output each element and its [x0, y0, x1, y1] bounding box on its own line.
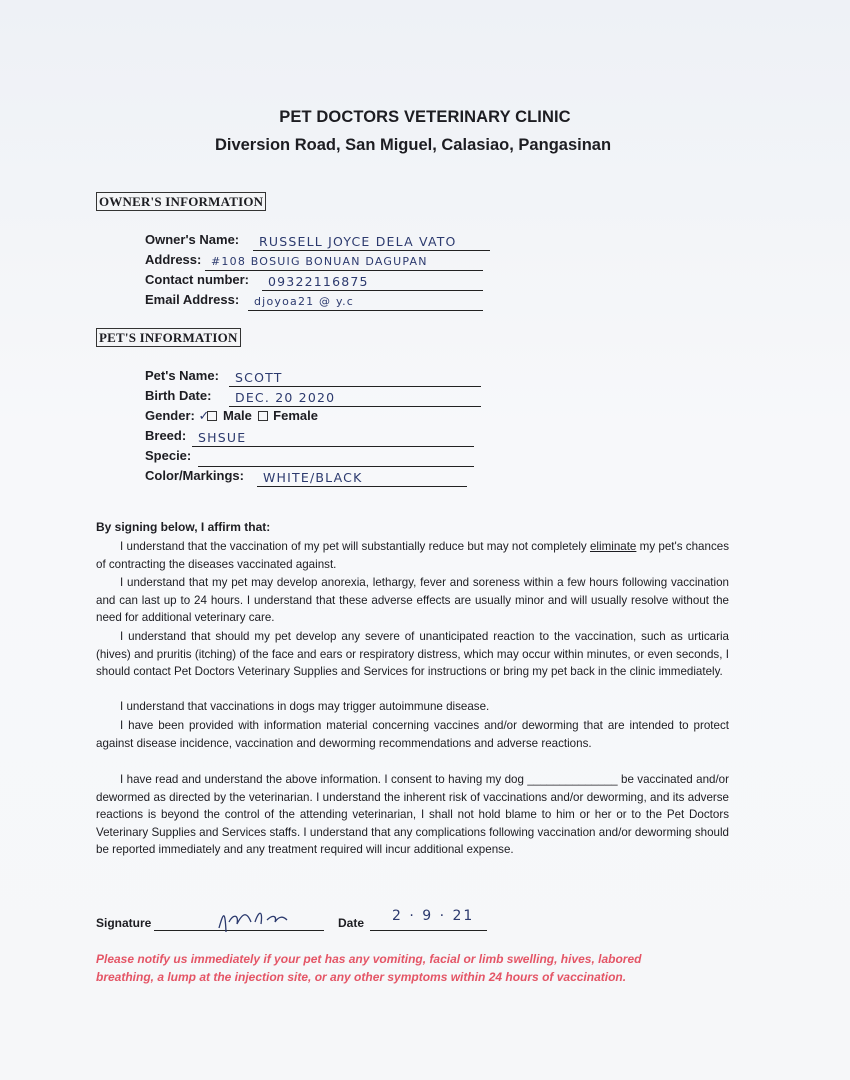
affirmation-paragraph-6: I have read and understand the above information. I consent to having my dog ______________ be vaccinated and/or dewormed as directed by the veterinarian. I understand the inherent risk of vaccinations and/or deworming, and its adverse reactions is beyond the control of the attending veterinarian, I shall not hold blame to him or her or to the Pet Doctors Veterinary Supplies and Services staffs. I understand that any complications following vaccination and/or deworming should be reported immediately and any treatment required will incur additional expense.: [96, 773, 729, 857]
gender-female-label: Female: [273, 408, 318, 423]
p1-text-b: my pet's chances of contracting the diseases vaccinated against.: [96, 540, 729, 571]
pet-birthdate-field[interactable]: [145, 388, 485, 408]
pet-name-label: Pet's Name:: [145, 368, 219, 383]
owner-email-value[interactable]: djoyoa21 @ y.c: [248, 293, 483, 311]
pet-color-label: Color/Markings:: [145, 468, 244, 483]
pet-name-value[interactable]: SCOTT: [229, 369, 481, 387]
pet-breed-value[interactable]: SHSUE: [192, 429, 474, 447]
owner-contact-label: Contact number:: [145, 272, 249, 287]
pet-color-value[interactable]: WHITE/BLACK: [257, 469, 467, 487]
p1-text-a: I understand that the vaccination of my pet will substantially reduce but may not completely: [120, 540, 590, 553]
owner-email-field[interactable]: [145, 292, 490, 312]
signature-label: Signature: [96, 916, 152, 930]
pet-gender-label: Gender:: [145, 408, 195, 423]
pet-color-field[interactable]: [145, 468, 485, 488]
p1-underlined-word: eliminate: [589, 540, 637, 553]
signature-field[interactable]: [154, 910, 324, 931]
affirmation-paragraph-1: [96, 538, 729, 573]
owner-contact-value[interactable]: 09322116875: [262, 273, 483, 291]
gender-female-checkbox[interactable]: [258, 411, 268, 421]
owner-name-value[interactable]: RUSSELL JOYCE DELA VATO: [253, 233, 490, 251]
date-value: 2 · 9 · 21: [392, 908, 475, 924]
pet-specie-field[interactable]: [145, 448, 485, 468]
date-field[interactable]: [370, 910, 487, 931]
date-label: Date: [338, 916, 365, 930]
owner-address-label: Address:: [145, 252, 202, 267]
owner-address-value[interactable]: #108 BOSUIG BONUAN DAGUPAN: [205, 253, 483, 271]
pet-section-title: PET'S INFORMATION: [96, 328, 241, 347]
pet-name-field[interactable]: [145, 368, 485, 388]
checkmark-icon: ✓: [198, 409, 210, 424]
affirmation-paragraph-3: I understand that should my pet develop any severe of unanticipated reaction to the vaccination, such as urticaria (hives) and pruritis (itching) of the face and ears or respiratory distress, which may occur within minutes, or even seconds, I should contact Pet Doctors Veterinary Supplies and Services for instructions or bring my pet back in the clinic immediately.: [96, 630, 729, 679]
pet-breed-field[interactable]: [145, 428, 485, 448]
vaccination-notice: Please notify us immediately if your pet has any vomiting, facial or limb swelling, hives, labored breathing, a lump at the injection site, or any other symptoms within 24 hours of vaccination.: [96, 952, 642, 984]
owner-name-field[interactable]: [145, 232, 490, 252]
checkbox-icon: [207, 411, 217, 421]
gender-male-label: Male: [223, 408, 252, 423]
signature-scribble-icon: [209, 904, 329, 934]
clinic-name: PET DOCTORS VETERINARY CLINIC: [279, 108, 571, 126]
pet-birthdate-label: Birth Date:: [145, 388, 212, 403]
owner-name-label: Owner's Name:: [145, 232, 240, 247]
affirmation-paragraph-2: I understand that my pet may develop anorexia, lethargy, fever and soreness within a few hours following vaccination and can last up to 24 hours. I understand that these adverse effects are usually minor and will usually resolve without the need for additional veterinary care.: [96, 576, 729, 625]
owner-contact-field[interactable]: [145, 272, 490, 292]
owner-address-field[interactable]: [145, 252, 490, 272]
signature-row: [96, 908, 696, 934]
pet-breed-label: Breed:: [145, 428, 187, 443]
affirmation-heading: By signing below, I affirm that:: [96, 520, 271, 534]
affirmation-paragraph-4: I understand that vaccinations in dogs may trigger autoimmune disease.: [120, 700, 490, 713]
pet-gender-field[interactable]: [145, 408, 485, 428]
owner-email-label: Email Address:: [145, 292, 240, 307]
gender-male-checkbox[interactable]: [198, 408, 219, 423]
pet-specie-label: Specie:: [145, 448, 192, 463]
affirmation-paragraph-5: I have been provided with information material concerning vaccines and/or deworming that are intended to protect against disease incidence, vaccination and deworming recommendations and adverse reactions.: [96, 719, 729, 750]
owner-section-title: OWNER'S INFORMATION: [96, 192, 266, 211]
pet-specie-value[interactable]: [198, 449, 474, 467]
clinic-address: Diversion Road, San Miguel, Calasiao, Pangasinan: [214, 136, 612, 154]
pet-birthdate-value[interactable]: DEC. 20 2020: [229, 389, 481, 407]
